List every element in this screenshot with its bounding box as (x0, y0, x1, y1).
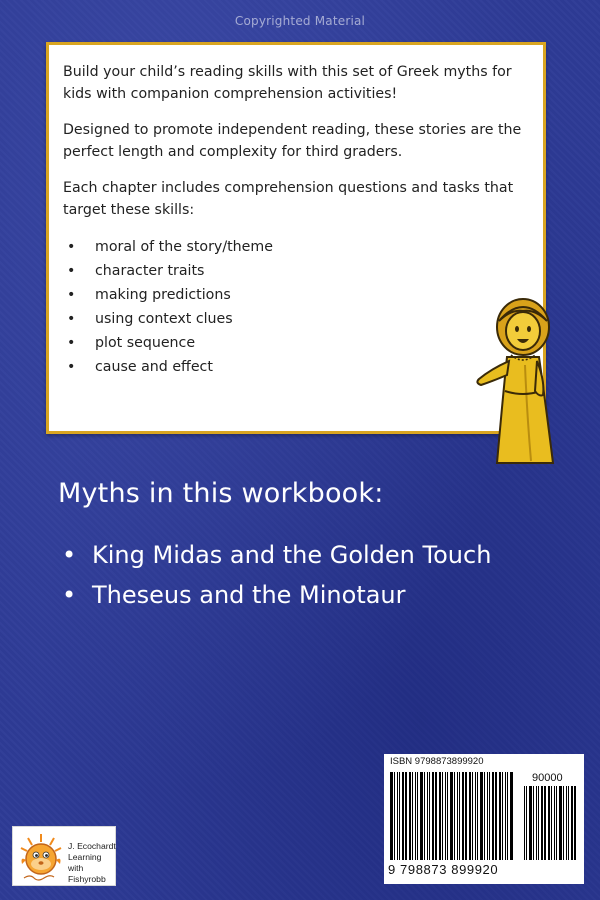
publisher-line: J. Ecochardt (68, 841, 116, 851)
price-code: 90000 (532, 772, 563, 784)
barcode-bar (394, 772, 395, 860)
barcode-bar (465, 772, 467, 860)
barcode-bar (442, 772, 443, 860)
barcode-bar (524, 786, 525, 860)
golden-character-illustration (473, 295, 569, 467)
barcode-bar (477, 772, 478, 860)
barcode-bar (529, 786, 532, 860)
barcode-bar (505, 772, 506, 860)
barcode-bar (409, 772, 411, 860)
barcode-bar (390, 772, 393, 860)
barcode-bar (502, 772, 503, 860)
barcode-bar (492, 772, 494, 860)
skill-item: • using context clues (63, 307, 533, 331)
skill-item: • character traits (63, 259, 533, 283)
skill-item: • making predictions (63, 283, 533, 307)
barcode-bar (439, 772, 441, 860)
barcode-bar (472, 772, 473, 860)
barcode-main-bars (390, 772, 514, 860)
pufferfish-logo-icon (16, 830, 66, 884)
intro-paragraph: Build your child’s reading skills with this set of Greek myths for kids with companion comprehension activities! (63, 64, 512, 102)
barcode-bar (536, 786, 537, 860)
barcode-bar (574, 786, 576, 860)
isbn-label: ISBN 9798873899920 (390, 756, 484, 767)
barcode-bar (454, 772, 455, 860)
barcode-bar (510, 772, 513, 860)
barcode-addon-bars (524, 786, 578, 860)
barcode-bar (424, 772, 425, 860)
barcode-bar (415, 772, 416, 860)
barcode-bar (507, 772, 508, 860)
barcode-bar (462, 772, 464, 860)
barcode-bar (484, 772, 485, 860)
barcode-bar (417, 772, 418, 860)
barcode-bar (399, 772, 400, 860)
description-text (63, 61, 533, 379)
barcode-bar (475, 772, 476, 860)
barcode-bar (566, 786, 567, 860)
barcode-bar (432, 772, 434, 860)
barcode-bar (556, 786, 557, 860)
barcode-bar (469, 772, 471, 860)
publisher-line: Learning with (68, 852, 102, 873)
barcode-bar (435, 772, 437, 860)
skill-item: • cause and effect (63, 355, 533, 379)
barcode-bar (457, 772, 458, 860)
myth-item: • Theseus and the Minotaur (58, 575, 491, 615)
publisher-line: Fishyrobb (68, 874, 106, 884)
barcode-bar (402, 772, 404, 860)
publisher-logo-box (12, 826, 116, 886)
barcode-bar (420, 772, 423, 860)
myths-heading: Myths in this workbook: (58, 478, 384, 509)
barcode-bar (487, 772, 488, 860)
description-box (46, 42, 546, 434)
barcode-bar (412, 772, 413, 860)
barcode-bar (495, 772, 497, 860)
copyright-watermark: Copyrighted Material (234, 14, 366, 28)
barcode-digits: 9 798873 899920 (388, 862, 499, 877)
barcode-bar (450, 772, 453, 860)
barcode-bar (554, 786, 555, 860)
barcode-bar (459, 772, 460, 860)
skills-intro-paragraph: Each chapter includes comprehension questions and tasks that target these skills: (63, 180, 514, 218)
reading-paragraph: Designed to promote independent reading, these stories are the perfect length and complexity for third graders. (63, 122, 522, 160)
barcode-bar (551, 786, 552, 860)
barcode-bar (568, 786, 569, 860)
barcode-bar (397, 772, 398, 860)
barcode-bar (544, 786, 546, 860)
barcode-bar (559, 786, 562, 860)
barcode-bar (405, 772, 407, 860)
barcode-bar (445, 772, 446, 860)
barcode-bar (429, 772, 430, 860)
skills-list (63, 235, 533, 379)
barcode-bar (489, 772, 490, 860)
publisher-name (68, 841, 116, 885)
isbn-barcode (384, 754, 584, 884)
barcode-bar (499, 772, 501, 860)
barcode-bar (427, 772, 428, 860)
barcode-bar (538, 786, 539, 860)
barcode-bar (447, 772, 448, 860)
skill-item: • plot sequence (63, 331, 533, 355)
myths-list (58, 535, 491, 615)
skill-item: • moral of the story/theme (63, 235, 533, 259)
barcode-bar (563, 786, 564, 860)
myth-item: • King Midas and the Golden Touch (58, 535, 491, 575)
barcode-bar (541, 786, 543, 860)
barcode-bar (548, 786, 550, 860)
barcode-bar (533, 786, 534, 860)
barcode-bar (480, 772, 483, 860)
barcode-bar (526, 786, 527, 860)
barcode-bar (571, 786, 573, 860)
